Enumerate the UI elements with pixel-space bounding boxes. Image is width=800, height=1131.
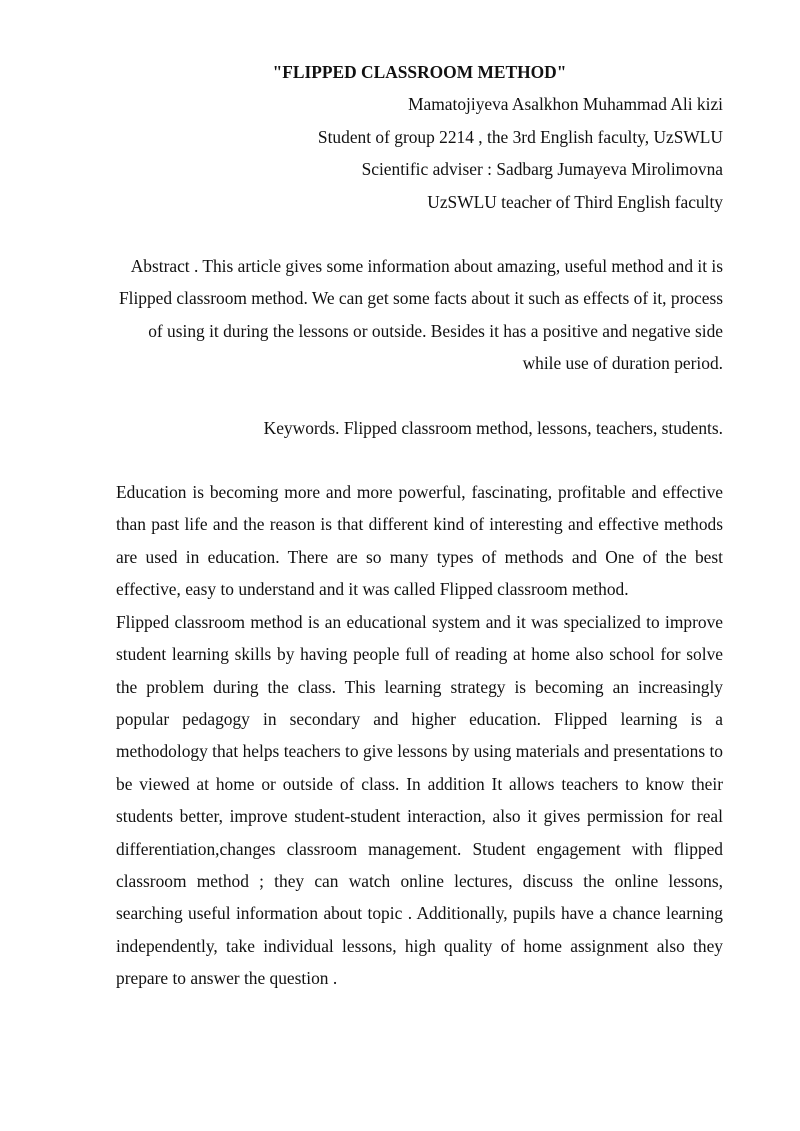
scientific-adviser: Scientific adviser : Sadbarg Jumayeva Mirolimovna — [361, 159, 723, 180]
spacer — [116, 218, 723, 250]
adviser-role: UzSWLU teacher of Third English faculty — [427, 191, 723, 212]
abstract: Abstract . This article gives some information about amazing, useful method and it is Flipped classroom method. We can get some facts about it such as effects of it, process of using it during the lessons or outside. Besides it has a positive and negative side while use of duration period. — [118, 256, 723, 374]
spacer — [116, 380, 723, 412]
spacer — [116, 444, 723, 476]
keywords: Keywords. Flipped classroom method, lessons, teachers, students. — [263, 417, 723, 438]
paper-title: "FLIPPED CLASSROOM METHOD" — [272, 62, 567, 82]
author-group: Student of group 2214 , the 3rd English faculty, UzSWLU — [317, 126, 723, 147]
body-paragraph: Flipped classroom method is an educational system and it was specialized to improve student learning skills by having people full of reading at home also school for solve the problem during the class. This learning strategy is becoming an increasingly popular pedagogy in secondary and higher education. Flipped learning is a methodology that helps teachers to give lessons by using materials and presentations to be viewed at home or outside of class. In addition It allows teachers to know their students better, improve student-student interaction, also it gives permission for real differentiation,changes classroom management. Student engagement with flipped classroom method ; they can watch online lectures, discuss the online lessons, searching useful information about topic . Additionally, pupils have a chance learning independently, take individual lessons, high quality of home assignment also they prepare to answer the question . — [116, 611, 723, 989]
author-name: Mamatojiyeva Asalkhon Muhammad Ali kizi — [408, 94, 723, 115]
body-paragraph: Education is becoming more and more powerful, fascinating, profitable and effective than past life and the reason is that different kind of interesting and effective methods are used in education. There are so many types of methods and One of the best effective, easy to understand and it was called Flipped classroom method. — [116, 482, 723, 600]
document-page — [116, 56, 723, 995]
